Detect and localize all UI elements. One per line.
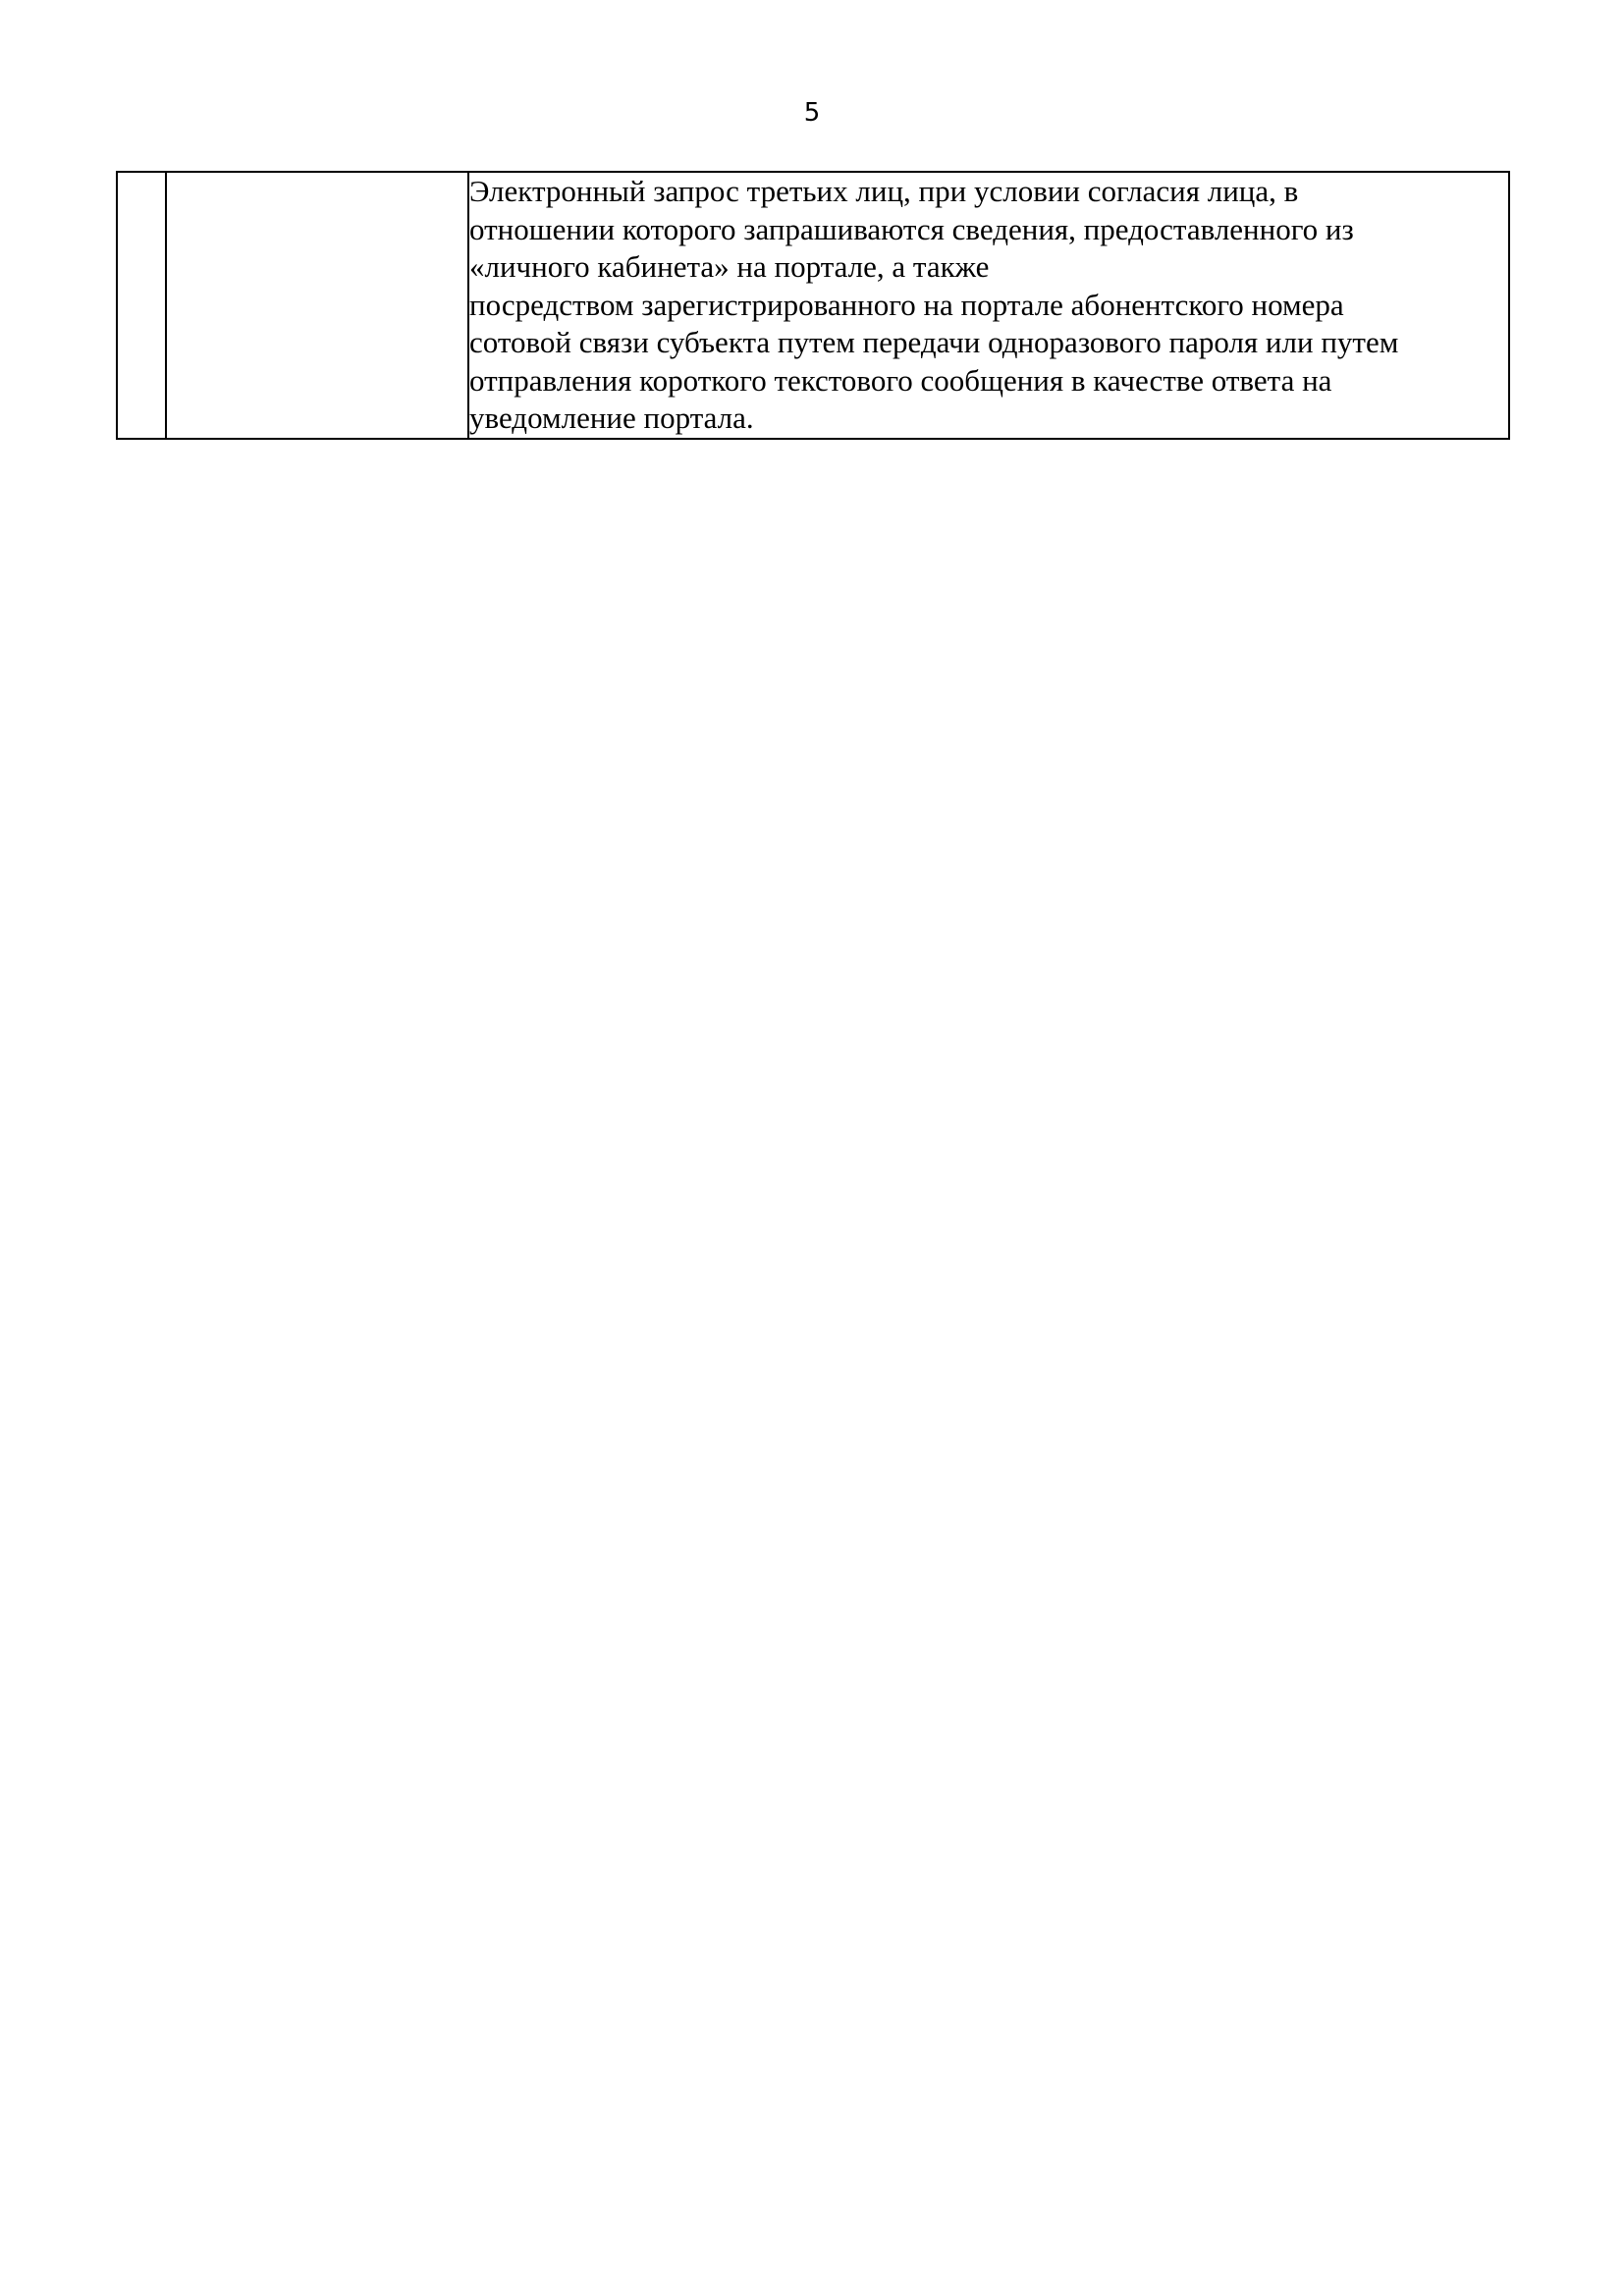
table-cell-name <box>166 172 468 439</box>
table-row <box>117 172 1509 439</box>
page-number: 5 <box>803 98 821 128</box>
table-cell-number <box>117 172 166 439</box>
document-table <box>116 171 1510 440</box>
table-cell-description: Электронный запрос третьих лиц, при условии согласия лица, в отношении которого запрашиваются сведения, предоставленного из «личного кабинета» на портале, а также посредством зарегистрированного на портале абонентского номера сотовой связи субъекта путем передачи одноразового пароля или путем отправления короткого текстового сообщения в качестве ответа на уведомление портала. <box>468 172 1509 439</box>
